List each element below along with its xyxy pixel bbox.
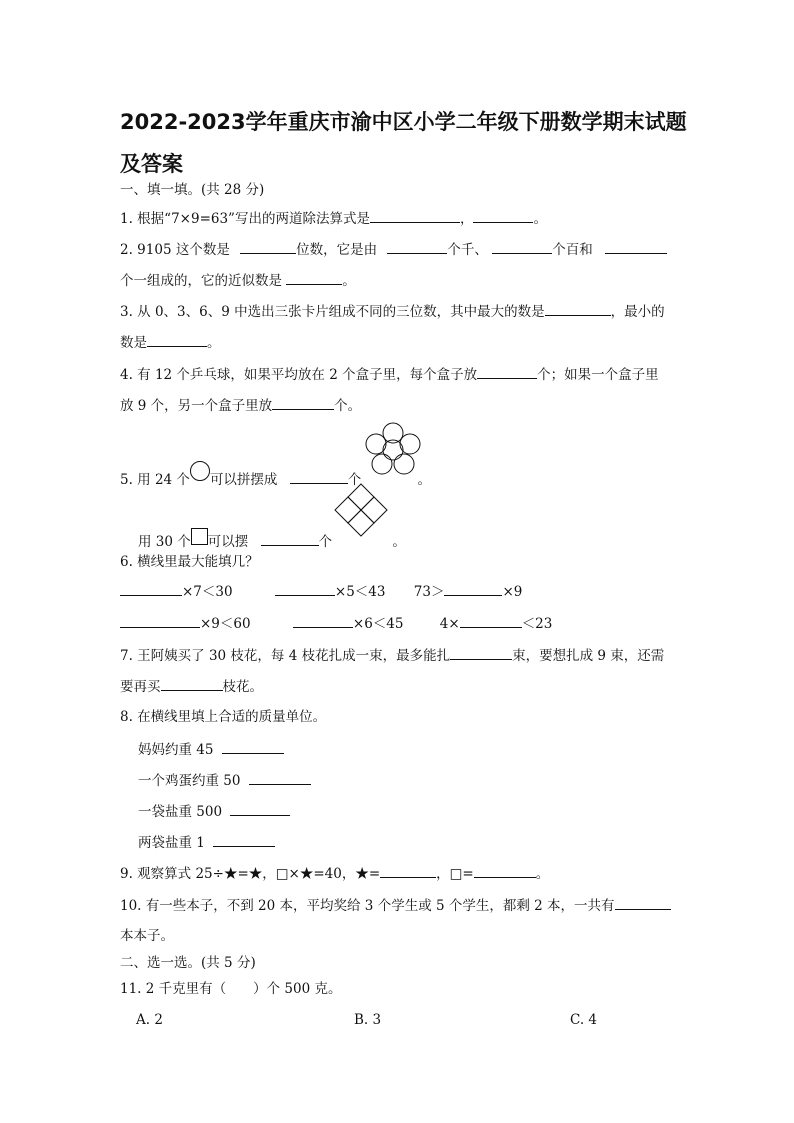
q4-end: 个。 [334, 398, 362, 414]
q3-blank-2[interactable] [147, 333, 207, 347]
q5-text-b: 可以拼摆成 [209, 472, 278, 488]
q4-text-c: 放 9 个，另一个盒子里放 [120, 398, 273, 414]
diamond-lattice-figure [332, 482, 390, 540]
q9-end: 。 [535, 866, 550, 882]
q9-text-b: ，□= [436, 866, 474, 882]
q6-blank-3[interactable] [444, 582, 502, 596]
q2-line1 [120, 240, 667, 259]
q10-line1 [120, 896, 671, 915]
q8-item-text: 妈妈约重 45 [138, 742, 214, 758]
q5-end-2: 。 [392, 534, 406, 550]
q3-text-c: 数是 [120, 335, 147, 351]
q5-text-e: 用 30 个 [138, 534, 191, 550]
q11-stem: 11. 2 千克里有（ ）个 500 克。 [120, 981, 342, 997]
q10-text: 10. 有一些本子，不到 20 本，平均奖给 3 个学生或 5 个学生，都剩 2 本，一共有 [120, 898, 615, 914]
q4-line2 [120, 396, 361, 415]
q1-end: 。 [533, 211, 547, 227]
q4-blank-1[interactable] [477, 365, 537, 379]
q6-expr-8: ＜23 [521, 616, 553, 632]
q8-item [138, 833, 275, 852]
q1-text: 1. 根据“7×9=63”写出的两道除法算式是 [120, 211, 370, 227]
q5-text: 5. 用 24 个 [120, 472, 190, 488]
q7-text: 7. 王阿姨买了 30 枝花，每 4 枝花扎成一束，最多能扎 [120, 648, 451, 664]
q8-item [138, 740, 284, 759]
q8-blank-3[interactable] [230, 802, 290, 816]
q8-blank-2[interactable] [249, 771, 311, 785]
q1-blank-1[interactable] [370, 209, 460, 223]
section2-heading: 二、选一选。(共 5 分) [120, 955, 256, 971]
q8-blank-4[interactable] [213, 833, 275, 847]
q2-text-d: 个百和 [552, 242, 593, 258]
q5-end-1: 。 [417, 472, 432, 488]
q2-blank-1[interactable] [240, 240, 296, 254]
q5-text-f: 可以摆 [207, 534, 249, 550]
q6-blank-4[interactable] [120, 614, 200, 628]
q9-blank-2[interactable] [474, 864, 536, 878]
q7-line2 [120, 677, 263, 696]
q8-item-text: 两袋盐重 1 [138, 835, 205, 851]
q6-row2 [120, 614, 552, 633]
q6-expr-5: ×9＜60 [200, 616, 251, 632]
q2-text: 2. 9105 这个数是 [120, 242, 230, 258]
q7-end: 枝花。 [222, 679, 263, 695]
q7-blank-2[interactable] [161, 677, 223, 691]
q2-text-c: 个千、 [447, 242, 488, 258]
q6-row1 [120, 582, 522, 601]
section1-heading: 一、填一填。(共 28 分) [120, 182, 265, 198]
q2-text-b: 位数，它是由 [296, 242, 378, 258]
q1-line [120, 209, 547, 228]
q2-text-e: 个一组成的，它的近似数是 [120, 273, 282, 289]
q2-blank-5[interactable] [286, 271, 342, 285]
q1-comma: ， [459, 211, 474, 227]
q5-blank-2[interactable] [261, 532, 319, 546]
q10-blank[interactable] [615, 896, 671, 910]
circle-icon [190, 461, 210, 481]
q11-option-c[interactable]: C. 4 [570, 1012, 598, 1028]
q2-blank-2[interactable] [387, 240, 447, 254]
q11-option-a[interactable]: A. 2 [136, 1012, 163, 1028]
q7-text-b: 束，要想扎成 9 束，还需 [512, 648, 665, 664]
q1-blank-2[interactable] [473, 209, 533, 223]
q7-blank-1[interactable] [450, 646, 512, 660]
q2-blank-3[interactable] [492, 240, 552, 254]
q8-item-text: 一个鸡蛋约重 50 [138, 773, 241, 789]
q6-expr-6: ×6＜45 [352, 616, 404, 632]
q9-text: 9. 观察算式 25÷★=★，□×★=40，★= [120, 866, 381, 882]
q8-title: 8. 在横线里填上合适的质量单位。 [120, 709, 327, 725]
flower-figure [360, 422, 426, 478]
q3-blank-1[interactable] [545, 302, 611, 316]
q4-line1 [120, 365, 659, 384]
q2-blank-4[interactable] [605, 240, 667, 254]
q6-blank-2[interactable] [275, 582, 335, 596]
q6-expr-1: ×7＜30 [182, 584, 233, 600]
q3-text: 3. 从 0、3、6、9 中选出三张卡片组成不同的三位数，其中最大的数是 [120, 304, 545, 320]
q6-title: 6. 横线里最大能填几？ [120, 554, 259, 570]
q10-line2: 本本子。 [120, 928, 174, 944]
q2-line2 [120, 271, 356, 290]
q6-expr-2: ×5＜43 [334, 584, 386, 600]
q4-blank-2[interactable] [272, 396, 334, 410]
doc-title-line1: 2022-2023学年重庆市渝中区小学二年级下册数学期末试题 [120, 110, 687, 134]
q11-option-b[interactable]: B. 3 [354, 1012, 382, 1028]
q8-item-text: 一袋盐重 500 [138, 804, 223, 820]
q6-expr-7: 4× [439, 616, 460, 632]
q4-text: 4. 有 12 个乒乓球，如果平均放在 2 个盒子里，每个盒子放 [120, 367, 478, 383]
q6-blank-5[interactable] [293, 614, 353, 628]
q8-item [138, 771, 311, 790]
q6-blank-6[interactable] [460, 614, 522, 628]
q3-text-b: ，最小的 [610, 304, 665, 320]
q6-blank-1[interactable] [120, 582, 182, 596]
q8-blank-1[interactable] [222, 740, 284, 754]
q5-text-c: 个 [347, 472, 362, 488]
q3-line1 [120, 302, 665, 321]
q9-line [120, 864, 549, 883]
square-icon [191, 528, 208, 545]
q8-item [138, 802, 290, 821]
doc-title-line2: 及答案 [120, 152, 183, 176]
q6-expr-4: ×9 [502, 584, 523, 600]
q5-text-g: 个 [318, 534, 333, 550]
q3-line2 [120, 333, 221, 352]
q7-line1 [120, 646, 664, 665]
q6-expr-3: 73＞ [413, 584, 445, 600]
q7-text-c: 要再买 [120, 679, 161, 695]
q4-text-b: 个；如果一个盒子里 [537, 367, 659, 383]
q2-end: 。 [342, 273, 356, 289]
q3-end: 。 [207, 335, 221, 351]
q9-blank-1[interactable] [380, 864, 436, 878]
